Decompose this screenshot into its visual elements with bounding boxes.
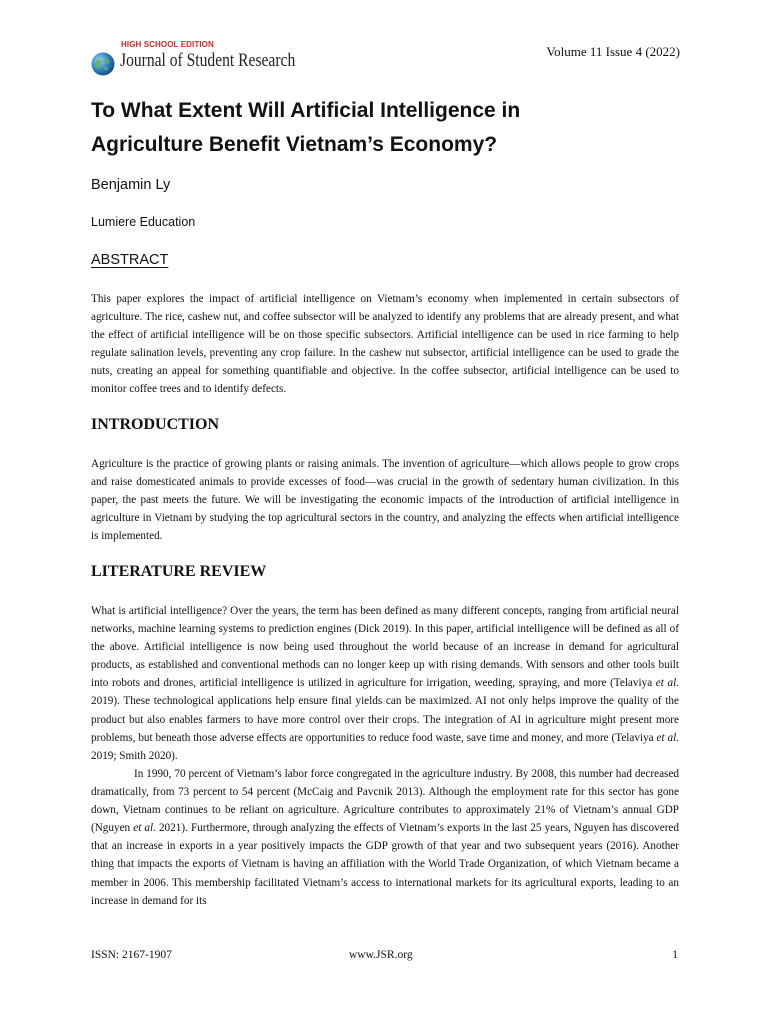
literature-review-paragraph-1 xyxy=(91,602,679,765)
literature-review-paragraph-2 xyxy=(91,765,679,910)
title-line-2: Agriculture Benefit Vietnam’s Economy? xyxy=(91,133,498,156)
edition-label: HIGH SCHOOL EDITION xyxy=(121,40,214,49)
abstract-heading: ABSTRACT xyxy=(91,252,169,268)
abstract-text: This paper explores the impact of artificial intelligence on Vietnam’s economy when implemented in certain subsectors of agriculture. The rice, cashew nut, and coffee subsector will be analyzed to identify any problems that are already present, and what the effect of artificial intelligence will be on those specific subsectors. Artificial intelligence can be used in rice farming to help regulate salination levels, preventing any crop failure. In the cashew nut subsector, artificial intelligence can be used to grade the nuts, creating an appeal for something quantifiable and objective. In the coffee subsector, artificial intelligence can be used to monitor coffee trees and to identify defects. xyxy=(91,293,679,396)
et-al-citation: et al. xyxy=(656,731,679,744)
volume-issue: Volume 11 Issue 4 (2022) xyxy=(546,44,680,59)
footer-website: www.JSR.org xyxy=(349,949,413,961)
title-line-1: To What Extent Will Artificial Intelligence in xyxy=(91,99,521,122)
lr-p2-part-b: 2021). Furthermore, through analyzing the effects of Vietnam’s exports in the last 25 years, Nguyen has discovered that an increase in exports in a year positively impacts the GDP growth of that year and two subsequent years (2016). Another thing that impacts the exports of Vietnam is having an affiliation with the World Trade Organization, of which Vietnam became a member in 2006. This membership facilitated Vietnam’s access to international markets for its agricultural exports, leading to an increase in demand for its xyxy=(91,822,679,907)
introduction-heading: INTRODUCTION xyxy=(91,416,220,433)
paper-title xyxy=(91,94,691,162)
journal-name: Journal of Student Research xyxy=(120,50,296,71)
author-affiliation: Lumiere Education xyxy=(91,215,196,229)
globe-icon xyxy=(91,52,115,76)
lr-p1-part-a: What is artificial intelligence? Over the years, the term has been defined as many different concepts, ranging from artificial neural networks, machine learning systems to prediction engines (Dick 2019). In this paper, artificial intelligence will be defined as all of the above. Artificial intelligence is now being used throughout the world because of an increase in demand for agricultural products, as established and conventional methods can no longer keep up with rising demands. With sensors and other tools built into robots and drones, artificial intelligence is utilized in agriculture for irrigation, weeding, spraying, and more (Telaviya xyxy=(91,605,679,690)
introduction-text: Agriculture is the practice of growing plants or raising animals. The invention of agriculture—which allows people to grow crops and raise domesticated animals to provide excesses of food—was crucial in the growth of sedentary human civilization. In this paper, the past meets the future. We will be investigating the economic impacts of the introduction of artificial intelligence in agriculture in Vietnam by studying the top agricultural sectors in the country, and analyzing the effects when artificial intelligence is implemented. xyxy=(91,458,679,543)
journal-logo xyxy=(91,40,296,76)
et-al-citation: et al. xyxy=(133,822,156,835)
lr-p1-part-c: 2019; Smith 2020). xyxy=(91,749,178,762)
author-name: Benjamin Ly xyxy=(91,177,171,193)
page-number: 1 xyxy=(672,949,678,961)
lr-p2-part-a: In 1990, 70 percent of Vietnam’s labor force congregated in the agriculture industry. By 2008, this number had decreased dramatically, from 73 percent to 54 percent (McCaig and Pavcnik 2013). Although the employment rate for this sector has gone down, Vietnam continues to be reliant on agriculture. Agriculture contributes to approximately 21% of Vietnam’s annual GDP (Nguyen xyxy=(91,768,679,835)
footer-issn: ISSN: 2167-1907 xyxy=(91,949,172,961)
literature-review-heading: LITERATURE REVIEW xyxy=(91,563,267,580)
lr-p1-part-b: 2019). These technological applications help ensure final yields can be maximized. AI not only helps improve the quality of the product but also enables farmers to have more control over their crops. The integration of AI in agriculture might present more problems, but beneath those adverse effects are opportunities to reduce food waste, save time and money, and more (Telaviya xyxy=(91,695,679,744)
et-al-citation: et al. xyxy=(655,677,679,690)
